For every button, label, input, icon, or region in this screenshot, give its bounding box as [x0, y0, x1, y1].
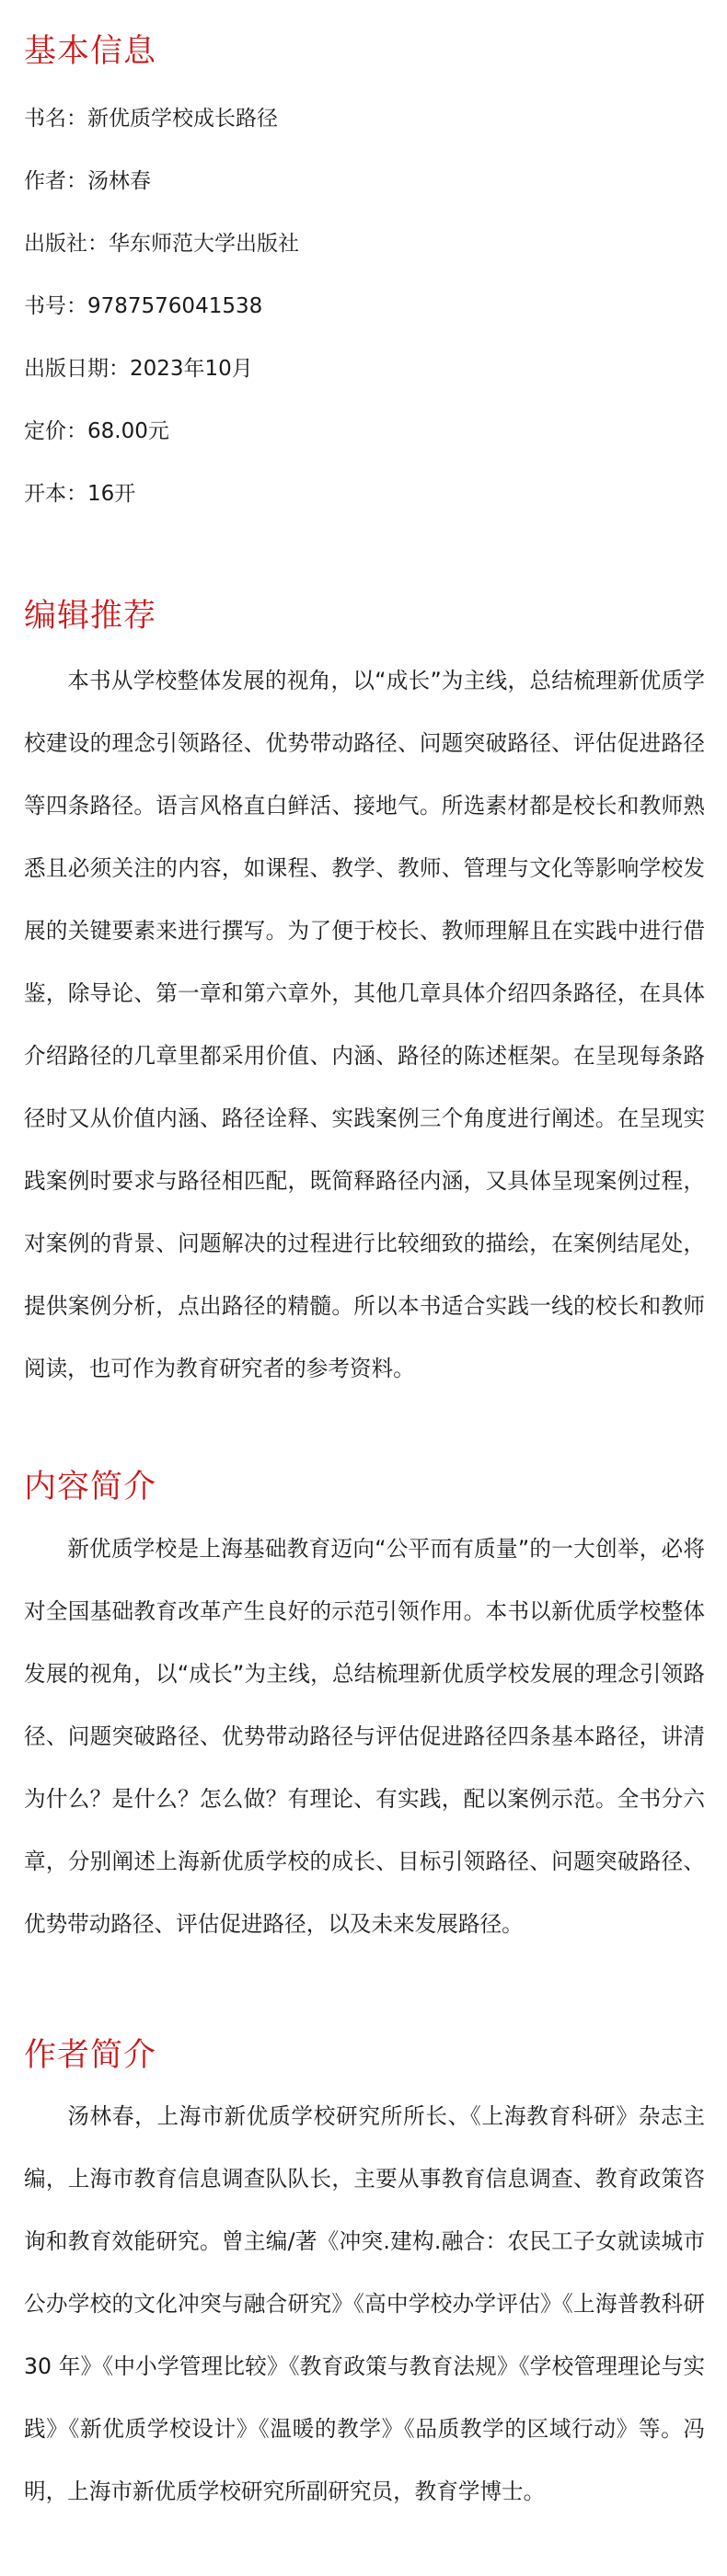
- editor-recommendation-text: 本书从学校整体发展的视角，以“成长”为主线，总结梳理新优质学校建设的理念引领路径、优势带动路径、问题突破路径、评估促进路径等四条路径。语言风格直白鲜活、接地气。所选素材都是校长和教师熟悉且必须关注的内容，如课程、教学、教师、管理与文化等影响学校发展的关键要素来进行撰写。为了便于校长、教师理解且在实践中进行借鉴，除导论、第一章和第六章外，其他几章具体介绍四条路径，在具体介绍路径的几章里都采用价值、内涵、路径的陈述框架。在呈现每条路径时又从价值内涵、路径诠释、实践案例三个角度进行阐述。在呈现实践案例时要求与路径相匹配，既简释路径内涵，又具体呈现案例过程，对案例的背景、问题解决的过程进行比较细致的描绘，在案例结尾处，提供案例分析，点出路径的精髓。所以本书适合实践一线的校长和教师阅读，也可作为教育研究者的参考资料。: [24, 668, 705, 1381]
- basic-info-heading: 基本信息: [24, 33, 157, 70]
- content-summary-text: 新优质学校是上海基础教育迈向“公平而有质量”的一大创举，必将对全国基础教育改革产生良好的示范引领作用。本书以新优质学校整体发展的视角，以“成长”为主线，总结梳理新优质学校发展的理念引领路径、问题突破路径、优势带动路径与评估促进路径四条基本路径，讲清为什么？是什么？怎么做？有理论、有实践，配以案例示范。全书分六章，分别阐述上海新优质学校的成长、目标引领路径、问题突破路径、优势带动路径、评估促进路径，以及未来发展路径。: [24, 1536, 705, 1937]
- editor-recommendation-heading: 编辑推荐: [24, 598, 157, 635]
- info-author: 作者：汤林春: [24, 169, 151, 193]
- author-intro-heading: 作者简介: [24, 2037, 157, 2074]
- info-format: 开本：16开: [24, 482, 136, 506]
- info-publisher: 出版社：华东师范大学出版社: [24, 232, 299, 256]
- info-book-title: 书名：新优质学校成长路径: [24, 107, 278, 131]
- info-price: 定价：68.00元: [24, 419, 169, 443]
- content-summary-heading: 内容简介: [24, 1469, 157, 1506]
- author-intro-text: 汤林春，上海市新优质学校研究所所长、《上海教育科研》杂志主编，上海市教育信息调查队队长，主要从事教育信息调查、教育政策咨询和教育效能研究。曾主编/著《冲突.建构.融合：农民工子女就读城市公办学校的文化冲突与融合研究》《高中学校办学评估》《上海普教科研 30 年》《中小学管理比较》《教育政策与教育法规》《学校管理理论与实践》《新优质学校设计》《温暖的教学》《品质教学的区域行动》等。冯明，上海市新优质学校研究所副研究员，教育学博士。: [24, 2103, 705, 2504]
- info-publish-date: 出版日期：2023年10月: [24, 357, 253, 381]
- info-isbn: 书号：9787576041538: [24, 294, 263, 318]
